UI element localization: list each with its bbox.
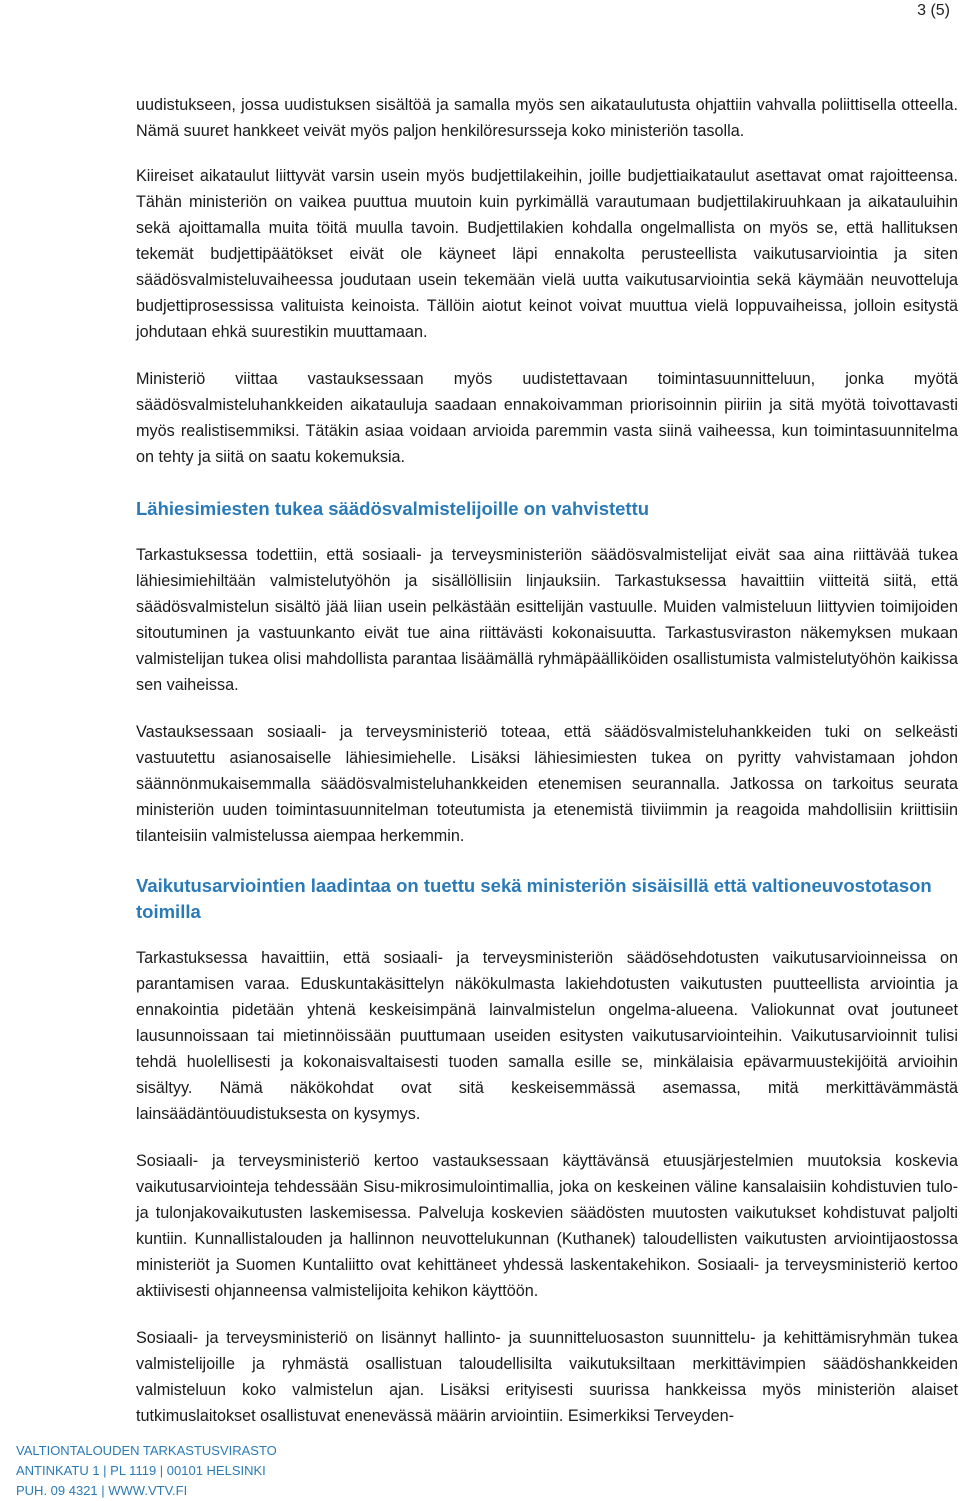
document-body xyxy=(136,92,958,1450)
paragraph-2: Kiireiset aikataulut liittyvät varsin usein myös budjettilakeihin, joille budjettiaikataulut asettavat omat rajoitteensa. Tähän ministeriön on vaikea puuttua muutoin kuin pyrkimällä varautumaan budjettilakiruuhkaan ja aikatauluihin sekä ajoittamalla muita töitä muulla tavoin. Budjettilakien kohdalla ongelmallista on myös se, että hallituksen tekemät budjettipäätökset eivät ole käyneet läpi ennakolta perusteellista vaikutusarviointia ja siten säädösvalmisteluvaiheessa joudutaan usein tekemään vielä uutta vaikutusarviointia sekä käymään neuvotteluja budjettiprosessissa valituista keinoista. Tällöin aiotut keinot voivat muuttua vielä loppuvaiheissa, jolloin esitystä johdutaan ehkä suurestikin muuttamaan. xyxy=(136,167,958,341)
section-heading-1: Lähiesimiesten tukea säädösvalmistelijoille on vahvistettu xyxy=(136,498,650,519)
footer-org-name: VALTIONTALOUDEN TARKASTUSVIRASTO xyxy=(16,1443,277,1458)
footer xyxy=(16,1441,277,1501)
paragraph-6: Tarkastuksessa havaittiin, että sosiaali- ja terveysministeriön säädösehdotusten vaikutusarvioinneissa on parantamisen varaa. Eduskuntakäsittelyn näkökulmasta lakiehdotusten vaikutusten puutteellista arviointia ja ennakointia pidetään yhtenä keskeisimpänä lainvalmistelun ongelma-alueena. Valiokunnat ovat joutuneet lausunnoissaan tai mietinnöissään puuttumaan useiden esitysten vaikutusarviointeihin. Vaikutusarvioinnit tulisi tehdä huolellisesti ja kokonaisvaltaisesti tuoden samalla esille se, minkälaisia epävarmuustekijöitä arvioihin sisältyy. Nämä näkökohdat ovat sitä keskeisemmässä asemassa, mitä merkittävämmästä lainsäädäntöuudistuksesta on kysymys. xyxy=(136,949,958,1123)
paragraph-5: Vastauksessaan sosiaali- ja terveysministeriö toteaa, että säädösvalmisteluhankkeiden tuki on selkeästi vastuutettu asianosaiselle lähiesimiehelle. Lisäksi lähiesimiesten tukea on pyritty vahvistamaan johdon säännönmukaisemmalla säädösvalmisteluhankkeiden etenemisen seurannalla. Jatkossa on tarkoitus seurata ministeriön uuden toimintasuunnitelman toteutumista ja etenemistä tiiviimmin ja reagoida mahdollisiin kriittisiin tilanteisiin valmistelussa aiempaa herkemmin. xyxy=(136,723,958,845)
paragraph-4: Tarkastuksessa todettiin, että sosiaali- ja terveysministeriön säädösvalmistelijat eivät saa aina riittävää tukea lähiesimiehiltään valmistelutyöhön ja sisällöllisiin linjauksiin. Tarkastuksessa havaittiin viitteitä siitä, että säädösvalmistelun sisältö jää liian usein pelkästään esittelijän vastuulle. Muiden valmisteluun liittyvien toimijoiden sitoutuminen ja vastuunkanto eivät tue aina riittävästi kokonaisuutta. Tarkastusviraston näkemyksen mukaan valmistelijan tukea olisi mahdollista parantaa lisäämällä ryhmäpäälliköiden osallistumista valmistelutyöhön kaikissa sen vaiheissa. xyxy=(136,546,958,694)
footer-address: ANTINKATU 1 | PL 1119 | 00101 HELSINKI xyxy=(16,1463,266,1478)
paragraph-8: Sosiaali- ja terveysministeriö on lisännyt hallinto- ja suunnitteluosaston suunnittelu- ja kehittämisryhmän tukea valmistelijoille ja ryhmästä osallistuan taloudellisilta vaikutuksiltaan merkittävimpien säädöshankkeiden valmisteluun koko valmistelun ajan. Lisäksi erityisesti suurissa hankkeissa myös ministeriön alaiset tutkimuslaitokset osallistuvat enenevässä määrin arviointiin. Esimerkiksi Terveyden- xyxy=(136,1329,958,1425)
paragraph-1: uudistukseen, jossa uudistuksen sisältöä ja samalla myös sen aikataulutusta ohjattiin vahvalla poliittisella otteella. Nämä suuret hankkeet veivät myös paljon henkilöresursseja koko ministeriön tasolla. xyxy=(136,96,958,140)
paragraph-7: Sosiaali- ja terveysministeriö kertoo vastauksessaan käyttävänsä etuusjärjestelmien muutoksia koskevia vaikutusarviointeja tehdessään Sisu-mikrosimulointimallia, joka on keskeinen väline kansalaisiin kohdistuvien tulo- ja tulonjakovaikutusten laskemisessa. Palveluja koskevien säädösten muutosten vaikutukset kohdistuvat paljolti kuntiin. Kunnallistalouden ja hallinnon neuvottelukunnan (Kuthanek) taloudellisten vaikutusten arviointijaostossa ministeriöt ja Suomen Kuntaliitto ovat kehittäneet yhdessä laskentakehikon. Sosiaali- ja terveysministeriö kertoo aktiivisesti ohjanneensa valmistelijoita kehikon käyttöön. xyxy=(136,1152,958,1300)
paragraph-3: Ministeriö viittaa vastauksessaan myös uudistettavaan toimintasuunnitteluun, jonka myötä säädösvalmisteluhankkeiden aikatauluja saadaan ennakoivamman priorisoinnin piiriin ja sitä myötä toivottavasti myös realistisemmiksi. Tätäkin asiaa voidaan arvioida paremmin vasta siinä vaiheessa, kun toimintasuunnitelma on tehty ja siitä on saatu kokemuksia. xyxy=(136,370,958,466)
page-number: 3 (5) xyxy=(917,2,950,19)
footer-contact: PUH. 09 4321 | WWW.VTV.FI xyxy=(16,1483,188,1498)
section-heading-2: Vaikutusarviointien laadintaa on tuettu sekä ministeriön sisäisillä että valtioneuvostotason toimilla xyxy=(136,875,932,922)
